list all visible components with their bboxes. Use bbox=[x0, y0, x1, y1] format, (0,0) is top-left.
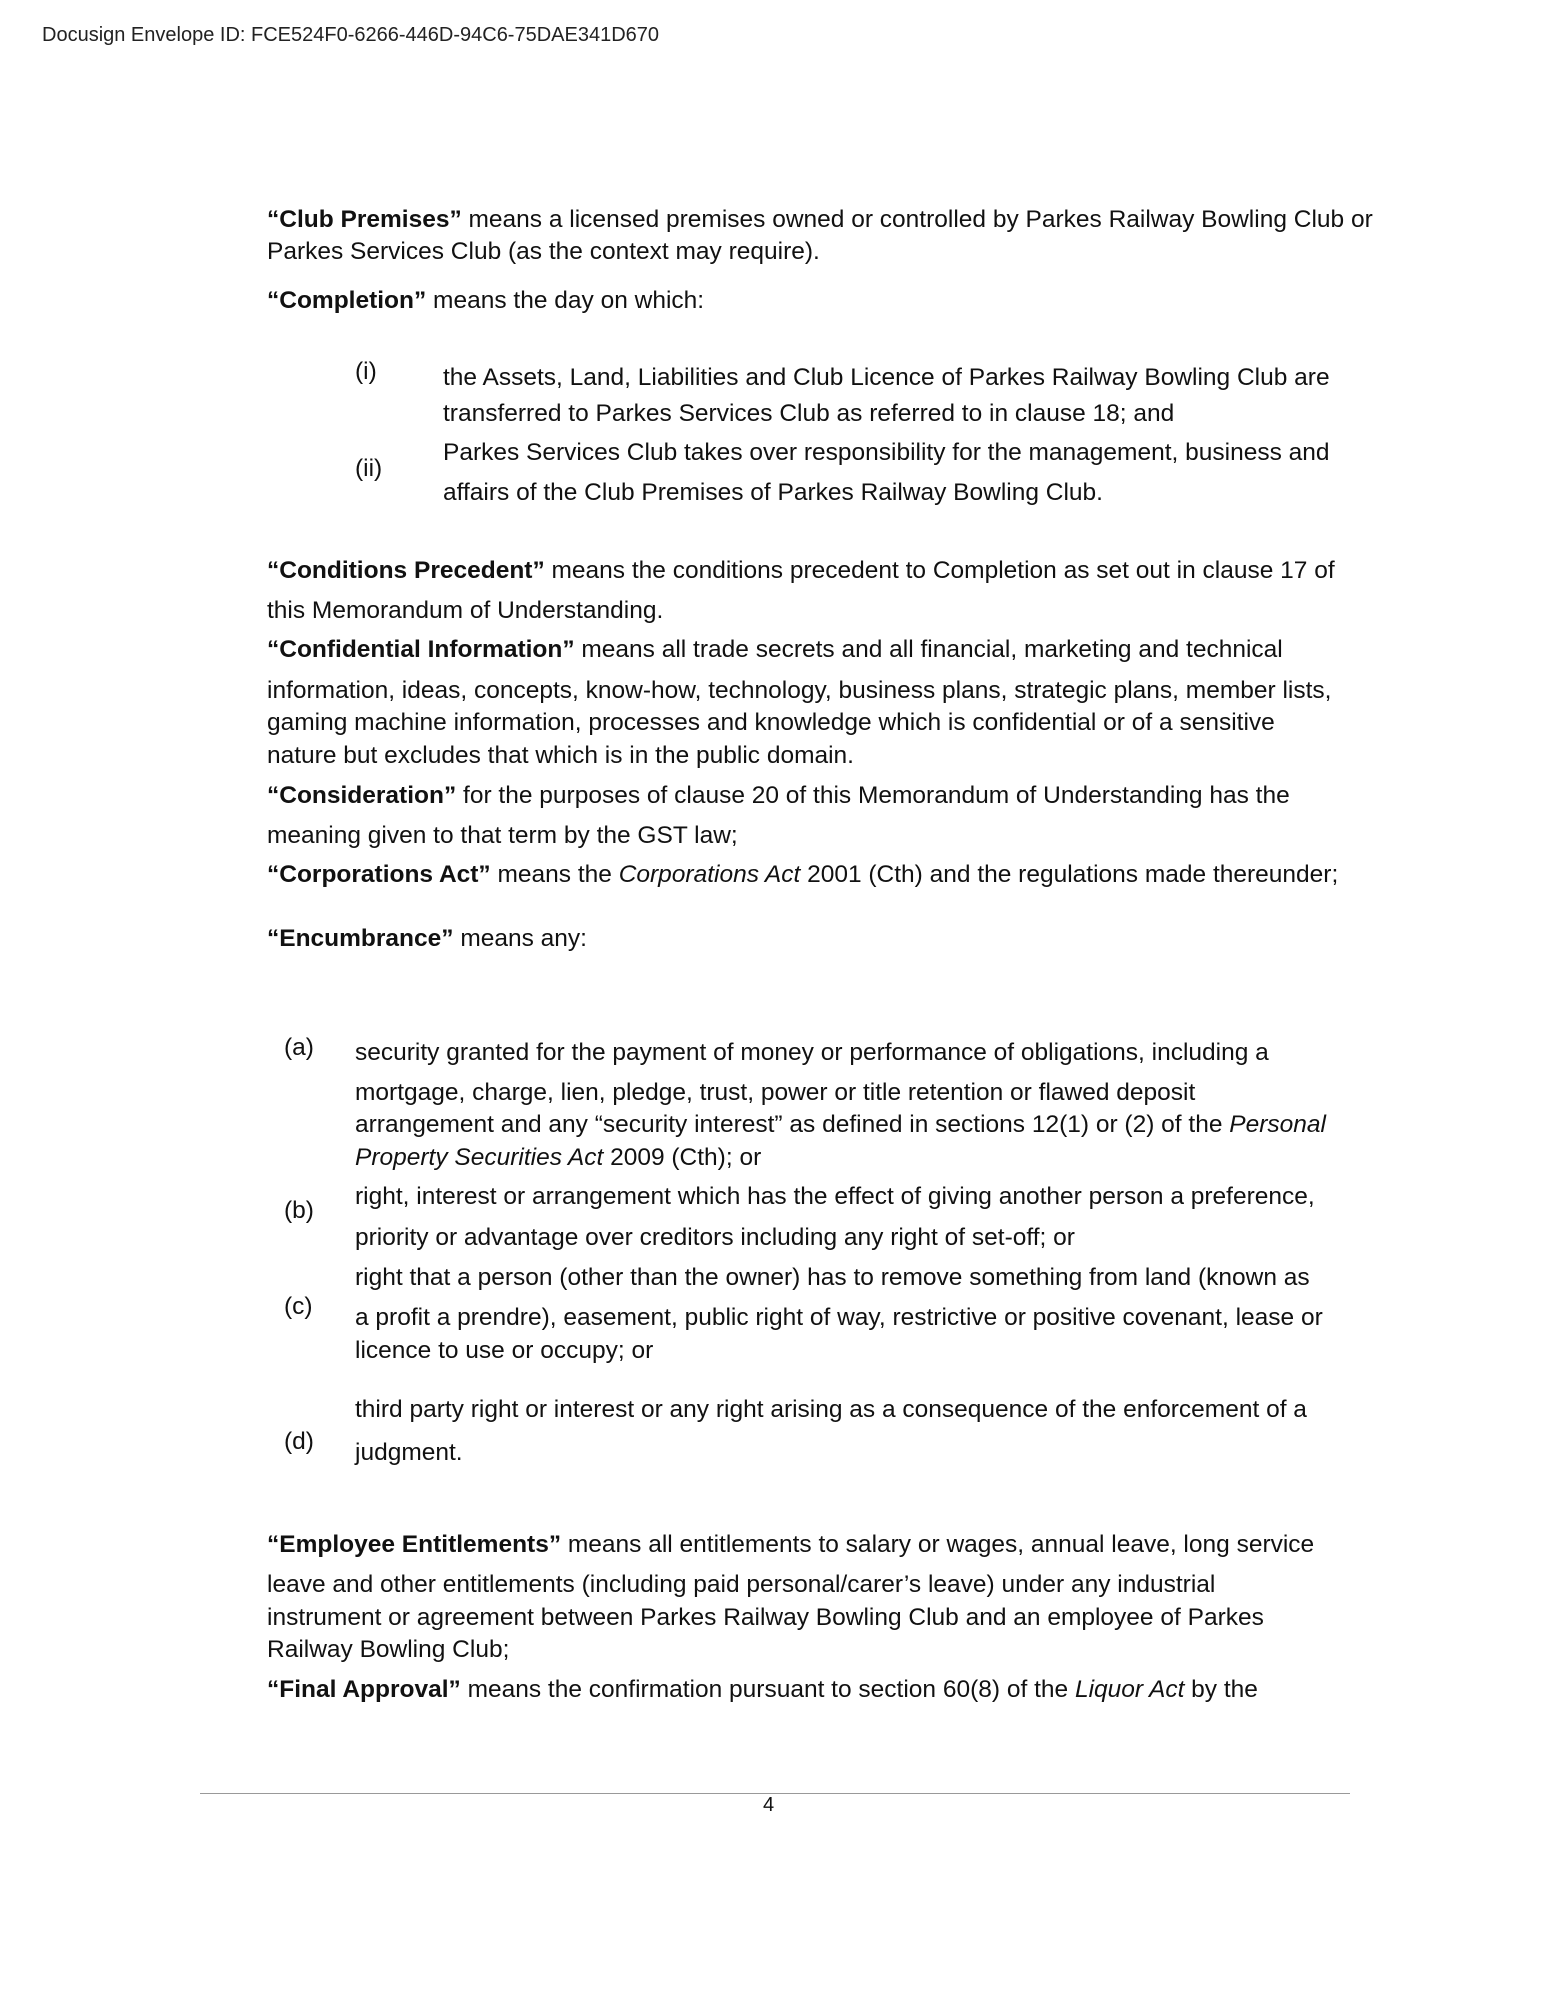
term-conditions-precedent: “Conditions Precedent” bbox=[267, 557, 545, 584]
def-italic: Liquor Act bbox=[1074, 1676, 1185, 1703]
def-club-premises bbox=[267, 203, 1373, 236]
def-line: information, ideas, concepts, know-how, technology, business plans, strategic plans, member lists, bbox=[267, 677, 1332, 704]
item-label: (c) bbox=[284, 1293, 313, 1320]
def-text: arrangement and any “security interest” as defined in sections 12(1) or (2) of the bbox=[355, 1111, 1230, 1138]
def-line: meaning given to that term by the GST law; bbox=[267, 822, 738, 849]
def-line: licence to use or occupy; or bbox=[355, 1337, 654, 1364]
term-final-approval: “Final Approval” bbox=[267, 1676, 461, 1703]
def-line: the Assets, Land, Liabilities and Club Licence of Parkes Railway Bowling Club are bbox=[443, 364, 1330, 391]
def-line: right that a person (other than the owner) has to remove something from land (known as bbox=[355, 1264, 1310, 1291]
def-line: leave and other entitlements (including paid personal/carer’s leave) under any industrial bbox=[267, 1571, 1216, 1598]
item-label: (ii) bbox=[355, 455, 383, 482]
def-conditions-precedent bbox=[267, 554, 1335, 587]
def-line: judgment. bbox=[355, 1439, 463, 1466]
def-text: 2009 (Cth); or bbox=[603, 1144, 762, 1171]
term-completion: “Completion” bbox=[267, 287, 427, 314]
def-text: means the bbox=[490, 861, 619, 888]
def-text: means all trade secrets and all financial, marketing and technical bbox=[574, 636, 1283, 663]
def-line: instrument or agreement between Parkes Railway Bowling Club and an employee of Parkes bbox=[267, 1604, 1264, 1631]
term-confidential-information: “Confidential Information” bbox=[267, 636, 575, 663]
footer-rule bbox=[200, 1793, 1350, 1794]
def-line bbox=[355, 1141, 761, 1174]
def-text: means any: bbox=[453, 925, 587, 952]
def-text: 2001 (Cth) and the regulations made thereunder; bbox=[800, 861, 1339, 888]
def-line: Railway Bowling Club; bbox=[267, 1636, 510, 1663]
def-encumbrance bbox=[267, 922, 587, 955]
def-consideration bbox=[267, 779, 1290, 812]
def-text: means all entitlements to salary or wages, annual leave, long service bbox=[561, 1531, 1315, 1558]
envelope-id: Docusign Envelope ID: FCE524F0-6266-446D-94C6-75DAE341D670 bbox=[42, 24, 660, 46]
def-line: third party right or interest or any right arising as a consequence of the enforcement of a bbox=[355, 1396, 1307, 1423]
def-text: means the conditions precedent to Completion as set out in clause 17 of bbox=[544, 557, 1335, 584]
def-italic: Personal bbox=[1229, 1111, 1326, 1138]
term-corporations-act: “Corporations Act” bbox=[267, 861, 491, 888]
def-line: this Memorandum of Understanding. bbox=[267, 597, 664, 624]
item-label: (d) bbox=[284, 1428, 314, 1455]
page-number: 4 bbox=[763, 1794, 775, 1816]
def-corporations-act bbox=[267, 858, 1338, 891]
def-text: means the day on which: bbox=[426, 287, 705, 314]
def-final-approval bbox=[267, 1673, 1258, 1706]
def-completion bbox=[267, 284, 704, 317]
def-text: by the bbox=[1184, 1676, 1258, 1703]
def-line: priority or advantage over creditors including any right of set-off; or bbox=[355, 1224, 1075, 1251]
def-line: mortgage, charge, lien, pledge, trust, power or title retention or flawed deposit bbox=[355, 1079, 1196, 1106]
def-line: affairs of the Club Premises of Parkes Railway Bowling Club. bbox=[443, 479, 1103, 506]
def-text: means a licensed premises owned or controlled by Parkes Railway Bowling Club or bbox=[461, 206, 1373, 233]
def-line: gaming machine information, processes and knowledge which is confidential or of a sensitive bbox=[267, 709, 1275, 736]
item-label: (i) bbox=[355, 358, 377, 385]
item-label: (b) bbox=[284, 1197, 314, 1224]
term-employee-entitlements: “Employee Entitlements” bbox=[267, 1531, 562, 1558]
def-line: nature but excludes that which is in the public domain. bbox=[267, 742, 854, 769]
def-employee-entitlements bbox=[267, 1528, 1314, 1561]
def-text: for the purposes of clause 20 of this Memorandum of Understanding has the bbox=[456, 782, 1290, 809]
term-club-premises: “Club Premises” bbox=[267, 206, 462, 233]
def-line: Parkes Services Club (as the context may require). bbox=[267, 238, 820, 265]
def-line: transferred to Parkes Services Club as referred to in clause 18; and bbox=[443, 400, 1175, 427]
def-line: Parkes Services Club takes over responsibility for the management, business and bbox=[443, 439, 1330, 466]
def-text: means the confirmation pursuant to section 60(8) of the bbox=[460, 1676, 1075, 1703]
def-italic: Property Securities Act bbox=[355, 1144, 604, 1171]
def-italic: Corporations Act bbox=[618, 861, 801, 888]
def-line: right, interest or arrangement which has the effect of giving another person a preference, bbox=[355, 1183, 1315, 1210]
def-confidential-information bbox=[267, 633, 1283, 666]
item-label: (a) bbox=[284, 1034, 314, 1061]
term-consideration: “Consideration” bbox=[267, 782, 457, 809]
def-line bbox=[355, 1108, 1326, 1141]
def-line: security granted for the payment of money or performance of obligations, including a bbox=[355, 1039, 1269, 1066]
def-line: a profit a prendre), easement, public right of way, restrictive or positive covenant, lease or bbox=[355, 1304, 1323, 1331]
term-encumbrance: “Encumbrance” bbox=[267, 925, 454, 952]
